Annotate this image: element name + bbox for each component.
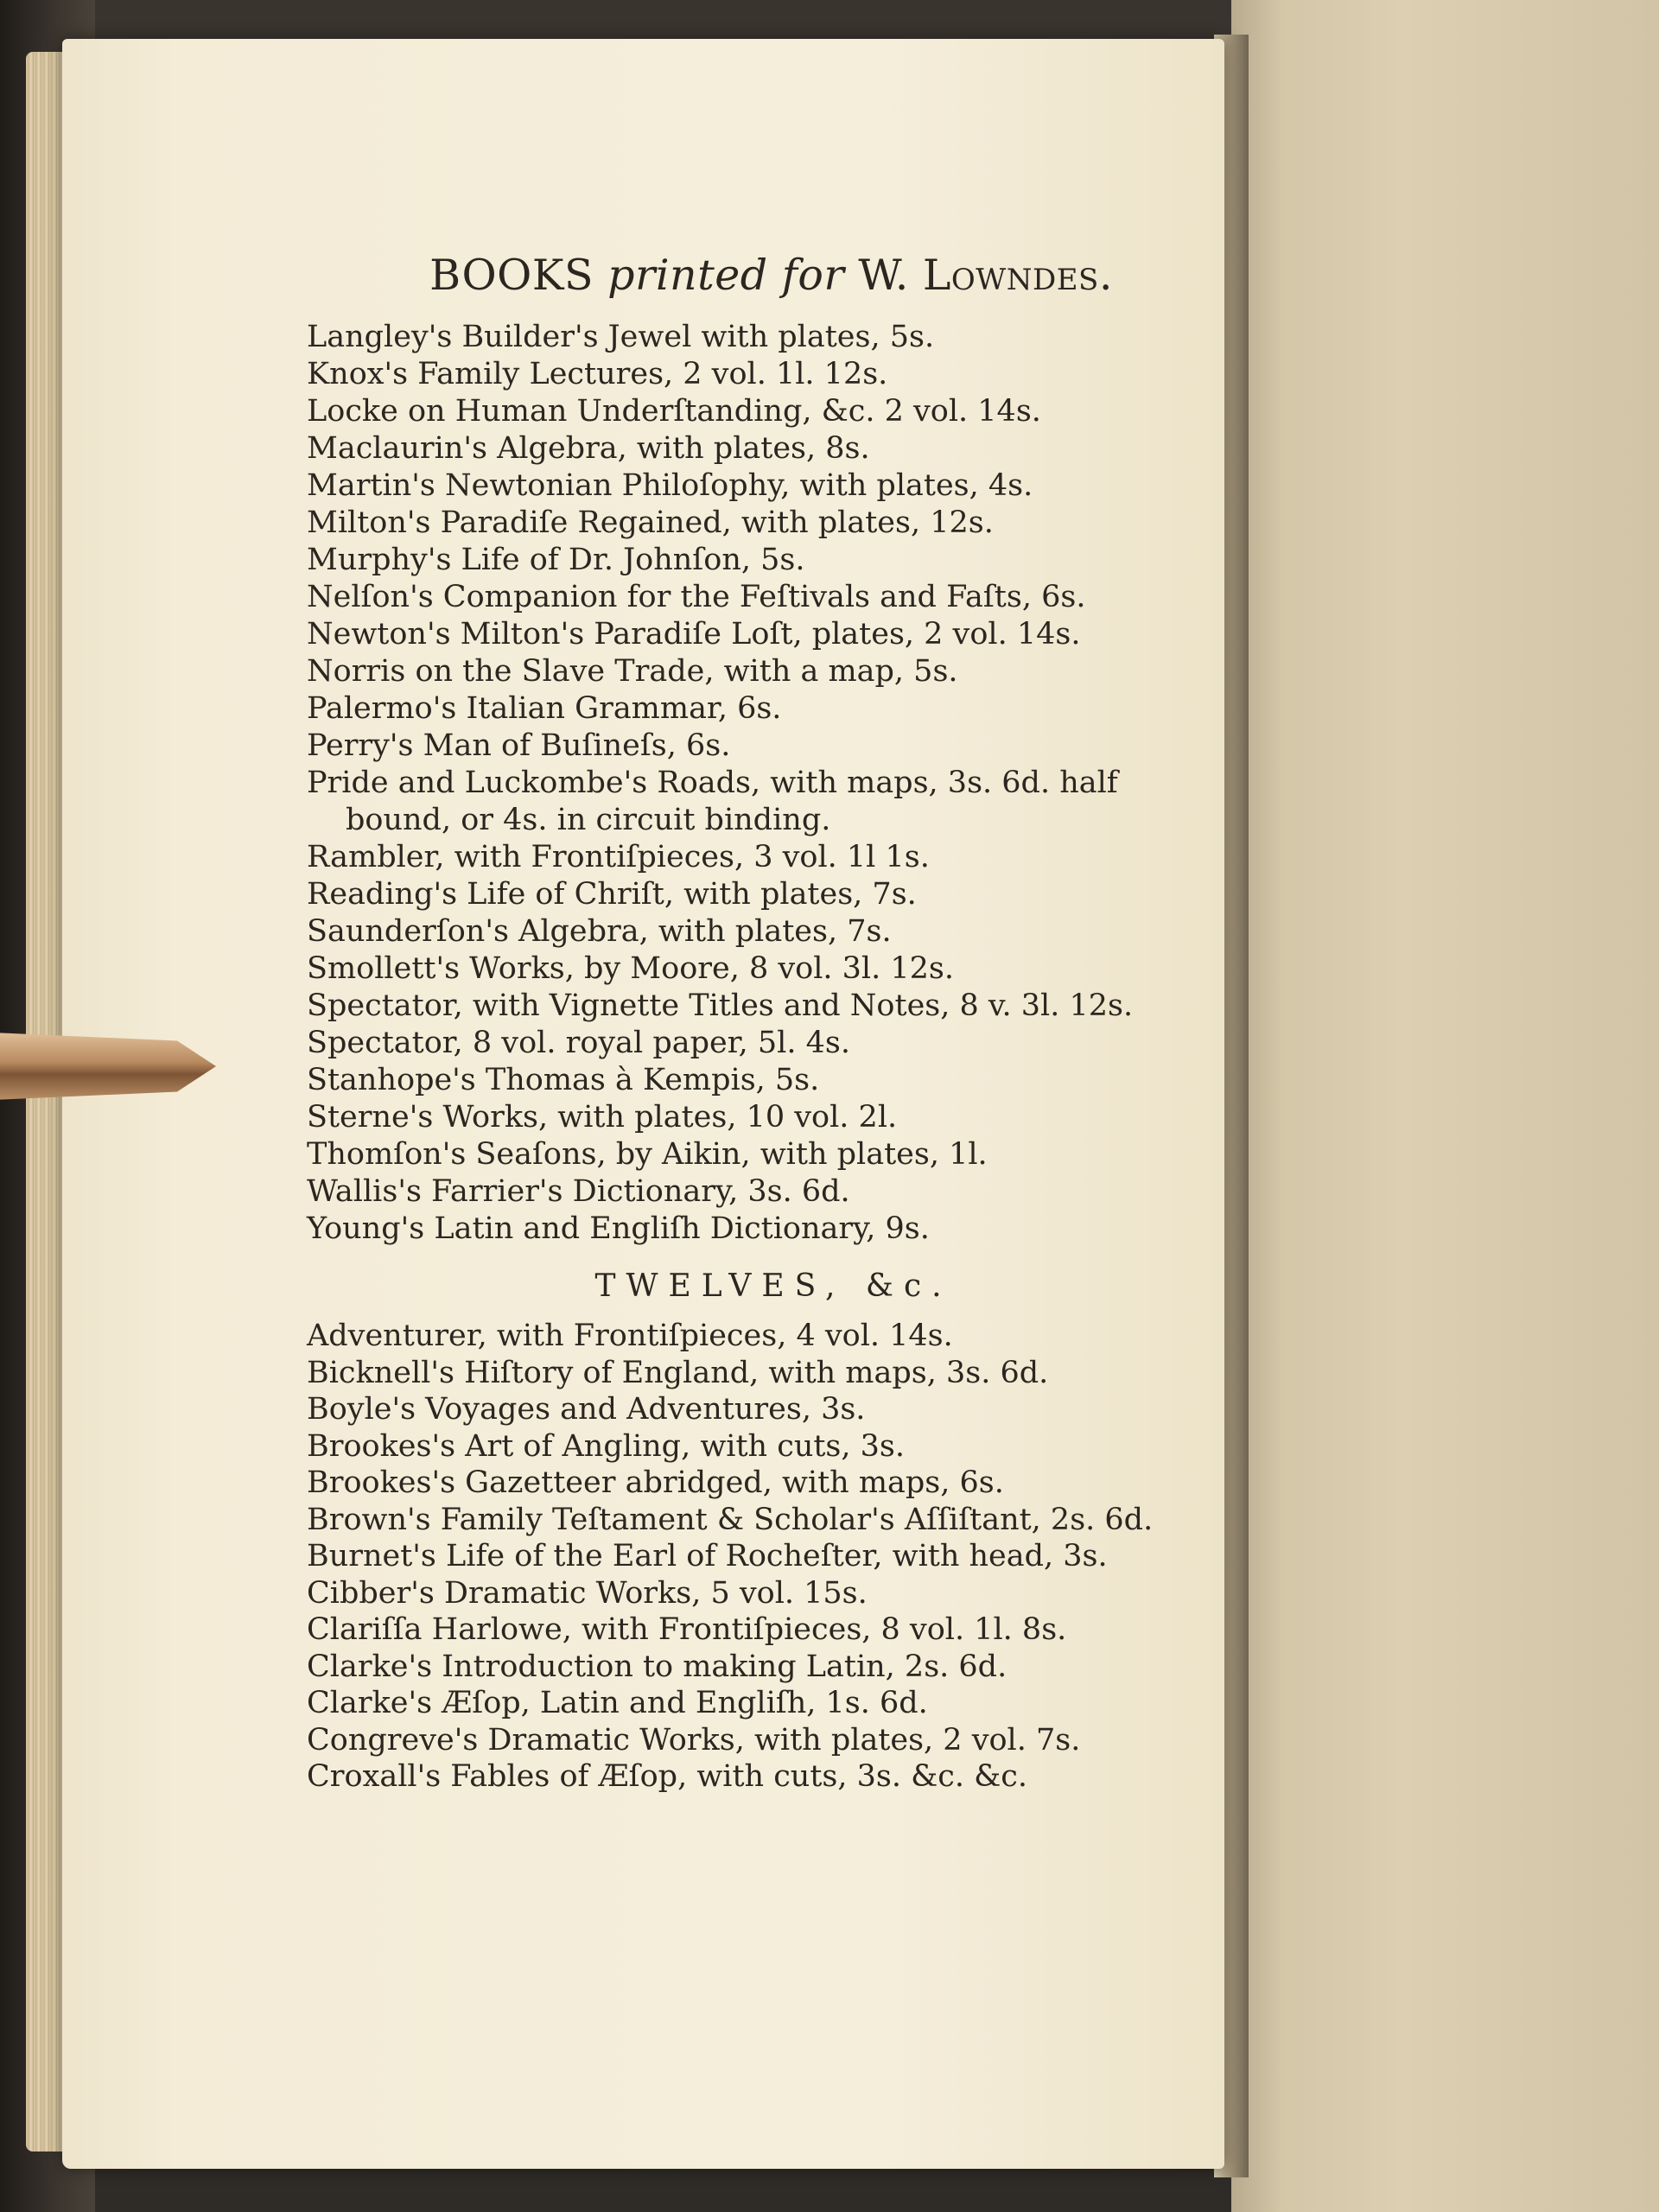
list-item: Brown's Family Teſtament & Scholar's Aſſiſtant, 2s. 6d. xyxy=(307,1502,1154,1537)
list-item: Maclaurin's Algebra, with plates, 8s. xyxy=(307,431,870,466)
list-item: Spectator, 8 vol. royal paper, 5l. 4s. xyxy=(307,1026,850,1060)
list-item: Knox's Family Lectures, 2 vol. 1l. 12s. xyxy=(307,357,888,391)
list-item: Pride and Luckombe's Roads, with maps, 3s. 6d. half xyxy=(307,766,1118,800)
list-item: Clarke's Æſop, Latin and Engliſh, 1s. 6d. xyxy=(307,1686,928,1720)
list-item: Brookes's Gazetteer abridged, with maps, 6s. xyxy=(307,1465,1004,1500)
list-item: Milton's Paradiſe Regained, with plates, 12s. xyxy=(307,505,994,540)
facing-page xyxy=(1231,0,1659,2212)
list-item: Wallis's Farrier's Dictionary, 3s. 6d. xyxy=(307,1174,850,1209)
list-item: Martin's Newtonian Philoſophy, with plates, 4s. xyxy=(307,468,1033,503)
book-list-main xyxy=(307,319,1188,1248)
list-item: Clariſſa Harlowe, with Frontiſpieces, 8 vol. 1l. 8s. xyxy=(307,1612,1067,1647)
list-item: Murphy's Life of Dr. Johnſon, 5s. xyxy=(307,543,805,577)
list-item: Perry's Man of Buſineſs, 6s. xyxy=(307,728,731,763)
list-item: Nelſon's Companion for the Feſtivals and Faſts, 6s. xyxy=(307,580,1086,614)
list-item: Reading's Life of Chriſt, with plates, 7s. xyxy=(307,877,917,912)
list-item: Bicknell's Hiſtory of England, with maps, 3s. 6d. xyxy=(307,1355,1049,1390)
list-item-continuation: bound, or 4s. in circuit binding. xyxy=(346,803,831,837)
list-item: Sterne's Works, with plates, 10 vol. 2l. xyxy=(307,1100,898,1135)
list-item: Langley's Builder's Jewel with plates, 5s. xyxy=(307,320,935,354)
list-item: Croxall's Fables of Æſop, with cuts, 3s. &c. &c. xyxy=(307,1759,1028,1794)
list-item: Congreve's Dramatic Works, with plates, 2 vol. 7s. xyxy=(307,1722,1081,1758)
list-item: Boyle's Voyages and Adventures, 3s. xyxy=(307,1392,866,1427)
list-item: Palermo's Italian Grammar, 6s. xyxy=(307,691,782,726)
list-item: Smollett's Works, by Moore, 8 vol. 3l. 12s. xyxy=(307,951,954,986)
list-item: Rambler, with Frontiſpieces, 3 vol. 1l 1s. xyxy=(307,840,930,874)
list-item: Spectator, with Vignette Titles and Notes, 8 v. 3l. 12s. xyxy=(307,988,1134,1023)
list-item: Clarke's Introduction to making Latin, 2s. 6d. xyxy=(307,1649,1007,1684)
list-item: Locke on Human Underſtanding, &c. 2 vol. 14s. xyxy=(307,394,1041,429)
list-item: Newton's Milton's Paradiſe Loſt, plates, 2 vol. 14s. xyxy=(307,617,1081,652)
list-item: Stanhope's Thomas à Kempis, 5s. xyxy=(307,1063,820,1097)
book-list-twelves xyxy=(307,1318,1188,1796)
section-title-twelves: TWELVES, &c. xyxy=(594,1268,952,1304)
list-item: Saunderſon's Algebra, with plates, 7s. xyxy=(307,914,892,949)
heading-books: BOOKS xyxy=(429,251,594,300)
heading-publisher: W. Lowndes. xyxy=(858,251,1113,300)
list-item: Adventurer, with Frontiſpieces, 4 vol. 14s. xyxy=(307,1319,953,1353)
list-item: Brookes's Art of Angling, with cuts, 3s. xyxy=(307,1428,906,1464)
list-item: Burnet's Life of the Earl of Rocheſter, with head, 3s. xyxy=(307,1539,1108,1573)
page-heading xyxy=(307,251,1188,300)
list-item: Norris on the Slave Trade, with a map, 5s. xyxy=(307,654,958,689)
page-text xyxy=(307,251,1188,1796)
heading-printed-for: printed for xyxy=(607,251,845,300)
list-item: Cibber's Dramatic Works, 5 vol. 15s. xyxy=(307,1575,868,1611)
list-item: Young's Latin and Engliſh Dictionary, 9s. xyxy=(307,1211,930,1246)
list-item: Thomſon's Seaſons, by Aikin, with plates, 1l. xyxy=(307,1137,988,1172)
